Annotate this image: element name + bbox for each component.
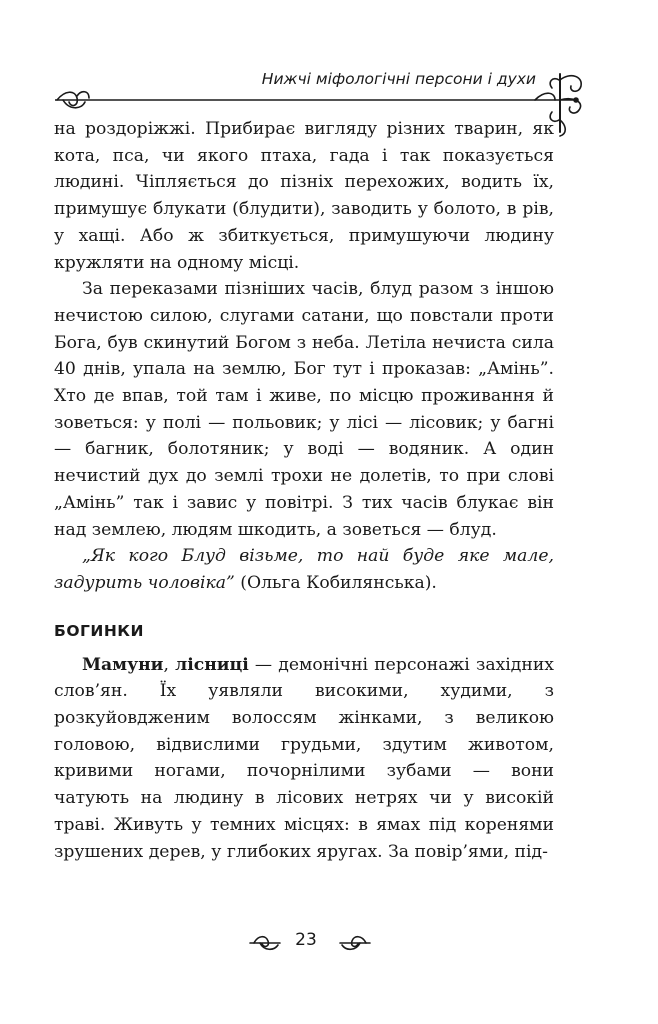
running-header-title: Нижчі міфологічні персони і духи [261, 70, 536, 88]
section-heading: БОГИНКИ [54, 621, 144, 640]
term-bold: Мамуни [82, 654, 164, 675]
term-bold: лісниці [175, 654, 249, 675]
term-separator: , [163, 654, 176, 675]
page-body [54, 116, 554, 865]
quote-source: (Ольга Кобилянська). [234, 572, 437, 593]
quote-paragraph [54, 543, 554, 596]
paragraph: на роздоріжжі. Прибирає вигляду різних тварин, як кота, пса, чи якого птаха, гада і так показується людині. Чіпляється до пізніх перехожих, водить їх, примушує блукати (блудити), заводить у болото, в рів, у хащі. Або ж збиткується, примушуючи людину кружляти на одному місці. [54, 119, 554, 273]
footer-right-flourish-icon [340, 937, 370, 950]
paragraph: За переказами пізніших часів, блуд разом з іншою нечистою силою, слугами сатани, що повстали проти Бога, був скинутий Богом з неба. Летіла нечиста сила 40 днів, упала на землю, Бог тут і проказав: „Амінь”. Хто де впав, той там і живе, по місцю проживання й зоветься: у полі — польовик; у лісі — лісовик; у багні — багник, болотяник; у воді — водяник. А один нечистий дух до землі трохи не долетів, то при слові „Амінь” так і завис у повітрі. З тих часів блукає він над землею, людям шкодить, а зоветься — блуд. [54, 279, 554, 540]
page-number: 23 [295, 930, 317, 950]
footer-ornament [240, 928, 420, 958]
paragraph-text: — демонічні персонажі західних слов’ян. Їх уявляли високими, худими, з розкуйовдженим волоссям жінками, з великою головою, відвислими грудьми, здутим животом, кривими ногами, почорнілими зубами — вони чатують на людину в лісових нетрях чи у високій траві. Живуть у темних місцях: в ямах під коренями зрушених дерев, у глибоких яругах. За повір’ями, під- [54, 654, 554, 862]
footer-left-flourish-icon [250, 937, 280, 950]
quote-text: „Як кого Блуд візьме, то най буде яке мале, задурить чоловіка” [54, 546, 554, 593]
paragraph [54, 652, 554, 866]
